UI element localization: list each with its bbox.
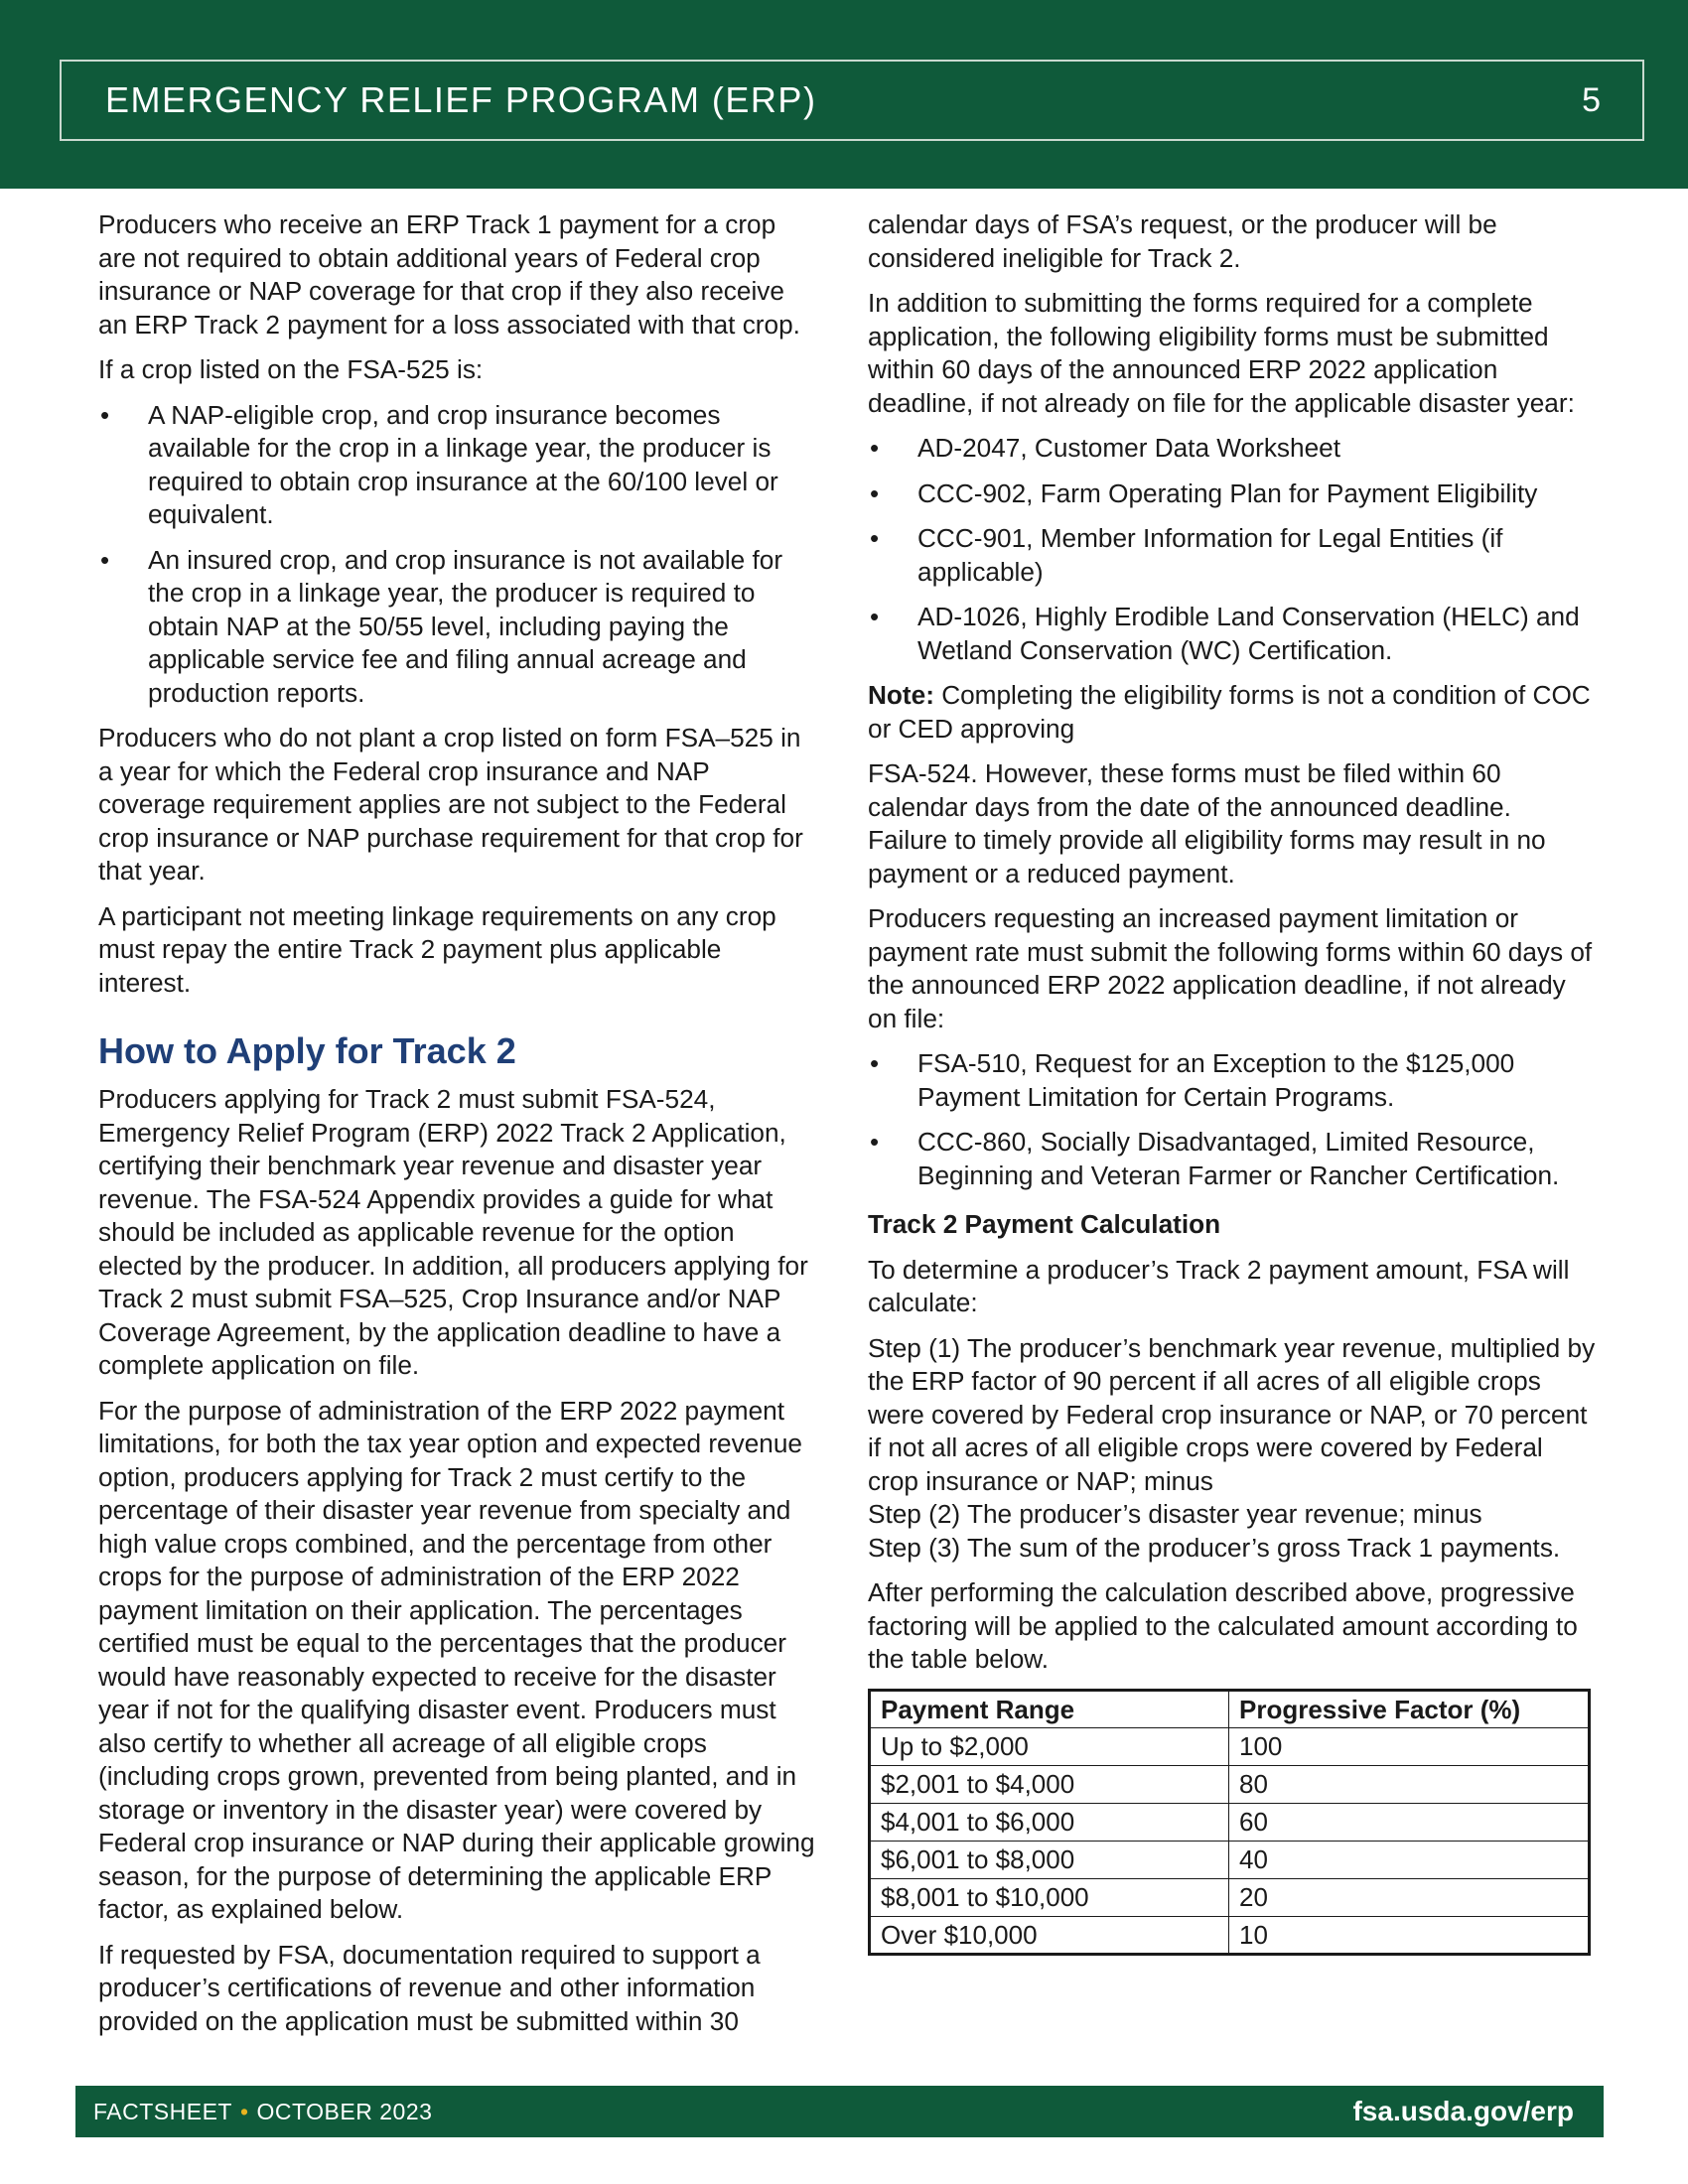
paragraph: After performing the calculation described above, progressive factoring will be applied to the calculated amount according to the table below. [868,1577,1578,1674]
note-label: Note: [868,680,934,710]
section-heading: How to Apply for Track 2 [98,1030,516,1071]
bullet-icon: • [870,523,880,553]
list-item [868,522,1596,589]
footer-label [93,2099,432,2125]
table-header-cell: Progressive Factor (%) [1229,1690,1590,1727]
step-3: Step (3) The sum of the producer’s gross Track 1 payments. [868,1532,1561,1563]
table-cell: Up to $2,000 [870,1727,1229,1765]
calculation-steps [868,1332,1596,1566]
table-cell: Over $10,000 [870,1916,1229,1954]
table-row [870,1841,1590,1878]
step-2: Step (2) The producer’s disaster year revenue; minus [868,1499,1482,1529]
paragraph: FSA-524. However, these forms must be filed within 60 calendar days from the date of the announced deadline. Failure to timely provide all eligibility forms may result in no payment or a reduced payment. [868,758,1546,888]
table-cell: $2,001 to $4,000 [870,1765,1229,1803]
header-band [0,0,1688,189]
left-column [98,208,819,2050]
paragraph: For the purpose of administration of the ERP 2022 payment limitations, for both the tax year option and expected revenue option, producers applying for Track 2 must certify to the percentage of their disaster year revenue from specialty and high value crops combined, and the percentage from other crops for the purpose of administration of the ERP 2022 payment limitation on their application. The percentages certified must be equal to the percentages that the producer would have reasonably expected to receive for the disaster year if not for the qualifying disaster event. Producers must also certify to whether all acreage of all eligible crops (including crops grown, prevented from being planted, and in storage or inventory in the disaster year) were covered by Federal crop insurance or NAP during their applicable growing season, for the purpose of determining the applicable ERP factor, as explained below. [98,1395,815,1924]
footer-date: OCTOBER 2023 [256,2098,433,2124]
list-item-text: CCC-901, Member Information for Legal Entities (if applicable) [917,523,1503,587]
footer-band [75,2086,1604,2137]
paragraph: Producers applying for Track 2 must submit FSA-524, Emergency Relief Program (ERP) 2022 Track 2 Application, certifying their benchmark year revenue and disaster year revenue. The FSA-524 Appendix provides a guide for what should be included as applicable revenue for the option elected by the producer. In addition, all producers applying for Track 2 must submit FSA–525, Crop Insurance and/or NAP Coverage Agreement, by the application deadline to have a complete application on file. [98,1084,808,1380]
list-item [868,601,1596,667]
table-row [870,1916,1590,1954]
table-row [870,1803,1590,1841]
linkage-bullet-list [98,399,819,711]
paragraph: Producers who receive an ERP Track 1 payment for a crop are not required to obtain additional years of Federal crop insurance or NAP coverage for that crop if they also receive an ERP Track 2 payment for a loss associated with that crop. [98,209,800,340]
list-item [98,544,819,711]
bullet-icon: • [870,433,880,463]
list-item-text: CCC-860, Socially Disadvantaged, Limited Resource, Beginning and Veteran Farmer or Rancher Certification. [917,1127,1560,1190]
list-item-text: CCC-902, Farm Operating Plan for Payment Eligibility [917,478,1538,508]
subheading: Track 2 Payment Calculation [868,1209,1221,1239]
table-cell: 40 [1229,1841,1590,1878]
list-item-text: A NAP-eligible crop, and crop insurance becomes available for the crop in a linkage year, the producer is required to obtain crop insurance at the 60/100 level or equivalent. [148,399,778,529]
list-item [98,399,819,532]
footer-url-link[interactable]: fsa.usda.gov/erp [1352,2096,1574,2126]
paragraph: Producers who do not plant a crop listed on form FSA–525 in a year for which the Federal crop insurance and NAP coverage requirement applies are not subject to the Federal crop insurance or NAP purchase requirement for that crop for that year. [98,723,803,886]
paragraph: To determine a producer’s Track 2 payment amount, FSA will calculate: [868,1254,1570,1317]
bullet-separator-icon: • [239,2098,249,2124]
table-cell: 60 [1229,1803,1590,1841]
paragraph: A participant not meeting linkage requirements on any crop must repay the entire Track 2 payment plus applicable interest. [98,900,776,998]
list-item-text: AD-2047, Customer Data Worksheet [917,433,1340,463]
list-item-text: FSA-510, Request for an Exception to the $125,000 Payment Limitation for Certain Programs. [917,1048,1515,1112]
table-row [870,1727,1590,1765]
progressive-factor-table [868,1689,1591,1956]
table-cell: $8,001 to $10,000 [870,1878,1229,1916]
note-text: Completing the eligibility forms is not a condition of COC or CED approving [868,680,1591,744]
list-item [868,478,1596,511]
table-cell: 100 [1229,1727,1590,1765]
table-row [870,1878,1590,1916]
bullet-icon: • [100,399,110,430]
table-row [870,1765,1590,1803]
paragraph: If a crop listed on the FSA-525 is: [98,354,484,384]
list-item-text: An insured crop, and crop insurance is not available for the crop in a linkage year, the producer is required to obtain NAP at the 50/55 level, including paying the applicable service fee and filing annual acreage and production reports. [148,544,783,708]
bullet-icon: • [870,478,880,508]
list-item-text: AD-1026, Highly Erodible Land Conservation (HELC) and Wetland Conservation (WC) Certification. [917,602,1580,665]
page-number: 5 [1582,80,1601,119]
paragraph: If requested by FSA, documentation required to support a producer’s certifications of revenue and other information provided on the application must be submitted within 30 [98,1939,761,2036]
paragraph: calendar days of FSA’s request, or the producer will be considered ineligible for Track 2. [868,209,1497,273]
table-cell: $4,001 to $6,000 [870,1803,1229,1841]
bullet-icon: • [870,1127,880,1157]
list-item [868,432,1596,466]
bullet-icon: • [870,1048,880,1078]
list-item [868,1126,1596,1192]
header-box [60,60,1644,141]
increase-forms-list [868,1047,1596,1192]
table-header-row [870,1690,1590,1727]
bullet-icon: • [870,602,880,631]
table-cell: 20 [1229,1878,1590,1916]
table-cell: $6,001 to $8,000 [870,1841,1229,1878]
table-cell: 80 [1229,1765,1590,1803]
paragraph: In addition to submitting the forms required for a complete application, the following eligibility forms must be submitted within 60 days of the announced ERP 2022 application deadline, if not already on file for the applicable disaster year: [868,288,1575,418]
right-column [868,208,1596,1956]
list-item [868,1047,1596,1114]
table-cell: 10 [1229,1916,1590,1954]
eligibility-forms-list [868,432,1596,667]
table-header-cell: Payment Range [870,1690,1229,1727]
paragraph: Producers requesting an increased payment limitation or payment rate must submit the following forms within 60 days of the announced ERP 2022 application deadline, if not already on file: [868,903,1593,1033]
factsheet-label: FACTSHEET [93,2098,232,2124]
note-paragraph [868,679,1596,746]
step-1: Step (1) The producer’s benchmark year revenue, multiplied by the ERP factor of 90 percent if all acres of all eligible crops were covered by Federal crop insurance or NAP, or 70 percent if not all acres of all eligible crops were covered by Federal crop insurance or NAP; minus [868,1332,1596,1496]
bullet-icon: • [100,544,110,575]
page-title: EMERGENCY RELIEF PROGRAM (ERP) [105,79,817,120]
